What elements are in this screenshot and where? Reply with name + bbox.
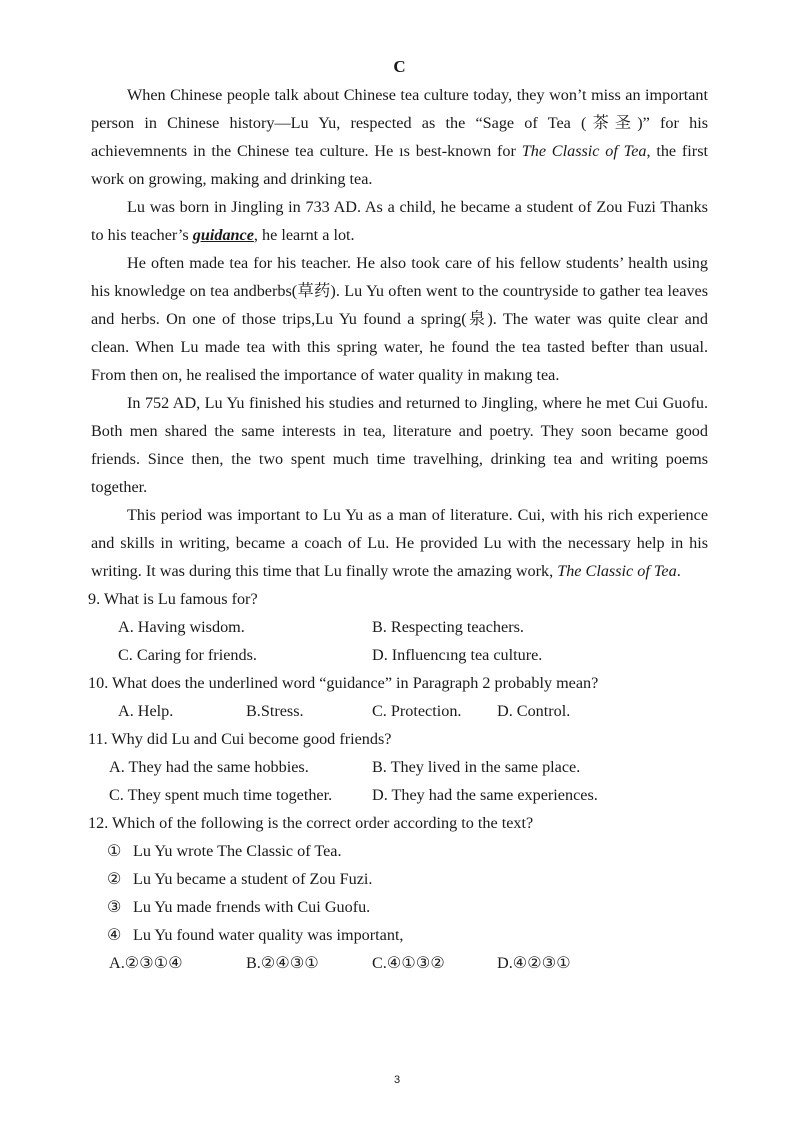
question-12-item-1: [91, 837, 708, 865]
underlined-word: guidance: [192, 226, 254, 244]
paragraph-5: [91, 501, 708, 585]
question-11-option-a[interactable]: A. They had the same hobbies.: [109, 758, 309, 776]
paragraph-2-text-a: Lu was born in Jingling in 733 AD. As a child, he became a student of Zou Fuzi Thanks to his teacher’s: [91, 198, 708, 244]
question-12-options: [91, 949, 708, 977]
question-12-option-d[interactable]: D.④②③①: [497, 954, 571, 972]
question-12-item-1-text: Lu Yu wrote The Classic of Tea.: [133, 842, 342, 860]
question-9-option-c[interactable]: C. Caring for friends.: [118, 646, 257, 664]
paragraph-2-text-b: , he learnt a lot.: [253, 226, 355, 244]
question-12-item-4-text: Lu Yu found water quality was important,: [133, 926, 404, 944]
question-12-stem: 12. Which of the following is the correct order according to the text?: [88, 814, 534, 832]
question-10-option-a[interactable]: A. Help.: [118, 702, 174, 720]
question-10-stem: 10. What does the underlined word “guidance” in Paragraph 2 probably mean?: [88, 674, 599, 692]
paragraph-1-text-b: , the first work on growing, making and drinking tea.: [91, 142, 708, 188]
paragraph-1-text-a: When Chinese people talk about Chinese tea culture today, they won’t miss an important person in Chinese history—Lu Yu, respected as the “Sage of Tea (茶圣)” for his achievemnents in the Chinese tea culture. He ıs best-known for: [91, 86, 708, 160]
section-heading: C: [393, 57, 406, 76]
question-12-item-2: [91, 865, 708, 893]
question-11-stem: 11. Why did Lu and Cui become good friends?: [88, 730, 392, 748]
question-9-options-row-2: [91, 641, 708, 669]
page-number: 3: [393, 1074, 401, 1086]
question-10-option-d[interactable]: D. Control.: [497, 702, 571, 720]
circled-number-3: ③: [107, 898, 122, 916]
question-12-item-3: [91, 893, 708, 921]
question-9-options-row-1: [91, 613, 708, 641]
question-9-option-d[interactable]: D. Influencıng tea culture.: [372, 646, 543, 664]
question-12-item-3-text: Lu Yu made frıends with Cui Guofu.: [133, 898, 371, 916]
question-9-option-b[interactable]: B. Respecting teachers.: [372, 618, 524, 636]
question-9-option-a[interactable]: A. Having wisdom.: [118, 618, 245, 636]
question-9-stem: 9. What is Lu famous for?: [88, 590, 258, 608]
paragraph-3: He often made tea for his teacher. He also took care of his fellow students’ health using his knowledge on tea andberbs(草药). Lu Yu often went to the countryside to gather tea leaves and herbs. On one of those trips,Lu Yu found a spring(泉). The water was quite clear and clean. When Lu made tea with this spring water, he found the tea tasted befter than usual. From then on, he realised the importance of water quality in makıng tea.: [91, 254, 708, 384]
question-11-option-b[interactable]: B. They lived in the same place.: [372, 758, 581, 776]
circled-number-4: ④: [107, 926, 122, 944]
question-10-option-c[interactable]: C. Protection.: [372, 702, 462, 720]
question-10-option-b[interactable]: B.Stress.: [246, 702, 304, 720]
question-12-option-c[interactable]: C.④①③②: [372, 954, 445, 972]
circled-number-2: ②: [107, 870, 122, 888]
paragraph-1: [91, 81, 708, 193]
question-12-option-b[interactable]: B.②④③①: [246, 954, 319, 972]
question-11-options-row-2: [91, 781, 708, 809]
question-11-options-row-1: [91, 753, 708, 781]
book-title: The Classic of Tea: [521, 142, 647, 160]
book-title: The Classic of Tea: [557, 562, 677, 580]
paragraph-2: [91, 193, 708, 249]
circled-number-1: ①: [107, 842, 122, 860]
question-12-item-4: [91, 921, 708, 949]
question-11-option-c[interactable]: C. They spent much time together.: [109, 786, 333, 804]
question-11-option-d[interactable]: D. They had the same experiences.: [372, 786, 598, 804]
question-10-options: [91, 697, 708, 725]
paragraph-4: In 752 AD, Lu Yu finished his studies and returned to Jingling, where he met Cui Guofu. Both men shared the same interests in tea, literature and poetry. They soon became good friends. Since then, the two spent much time travelhing, drinking tea and writing poems together.: [91, 394, 708, 496]
question-12-option-a[interactable]: A.②③①④: [109, 954, 183, 972]
paragraph-5-text-b: .: [676, 562, 681, 580]
question-12-item-2-text: Lu Yu became a student of Zou Fuzi.: [133, 870, 373, 888]
paragraph-5-text-a: This period was important to Lu Yu as a man of literature. Cui, with his rich experience and skills in writing, became a coach of Lu. He provided Lu with the necessary help in his writing. It was during this time that Lu finally wrote the amazing work,: [91, 506, 708, 580]
document-page: [88, 54, 708, 977]
